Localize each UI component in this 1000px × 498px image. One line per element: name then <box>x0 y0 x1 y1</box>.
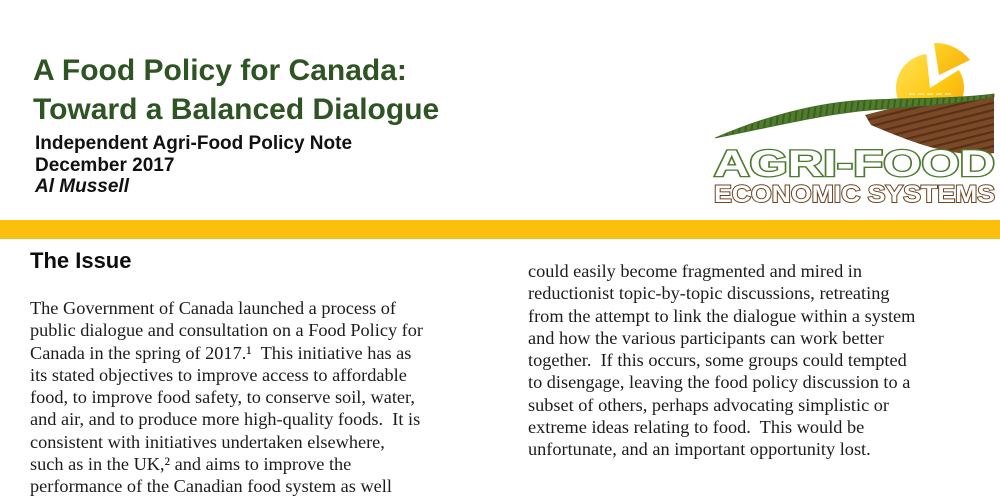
text-line: The Government of Canada launched a process of <box>30 298 396 318</box>
page-title <box>33 51 439 129</box>
article-column-right <box>528 260 990 461</box>
text-line: Canada in the spring of 2017.¹ This initiative has as <box>30 342 412 363</box>
title-line-2: Toward a Balanced Dialogue <box>33 93 440 126</box>
text-line: food, to improve food safety, to conserve soil, water, <box>30 387 415 408</box>
text-line: and air, and to produce more high-quality foods. It is <box>30 409 421 430</box>
text-line: consistent with initiatives undertaken elsewhere, <box>30 431 385 452</box>
text-line: extreme ideas relating to food. This would be <box>528 417 865 438</box>
text-line: together. If this occurs, some groups could tempted <box>528 350 907 371</box>
text-line: its stated objectives to improve access to affordable <box>30 364 407 385</box>
text-line: such as in the UK,² and aims to improve the <box>30 454 352 475</box>
text-line: could easily become fragmented and mired in <box>528 261 863 281</box>
title-line-1: A Food Policy for Canada: <box>33 54 407 87</box>
logo-wordmark-line-1: AGRI-FOOD <box>714 143 995 184</box>
text-line: from the attempt to link the dialogue within a system <box>528 305 916 326</box>
text-line: and how the various participants can work better <box>528 327 884 348</box>
divider-bar <box>0 220 1000 239</box>
section-heading: The Issue <box>30 248 132 273</box>
text-line: unfortunate, and an important opportunity lost. <box>528 439 871 460</box>
text-line: reductionist topic-by-topic discussions, retreating <box>528 283 890 304</box>
logo-wordmark-line-2: ECONOMIC SYSTEMS <box>714 181 995 208</box>
author-name: Al Mussell <box>35 176 129 197</box>
text-line: public dialogue and consultation on a Food Policy for <box>30 320 423 341</box>
subtitle-block <box>35 133 352 198</box>
text-line: to disengage, leaving the food policy discussion to a <box>528 372 911 393</box>
text-line: subset of others, perhaps advocating simplistic or <box>528 394 889 415</box>
agrifood-logo <box>703 37 996 207</box>
publication-date: December 2017 <box>35 154 175 176</box>
article-column-left <box>30 297 500 498</box>
text-line: performance of the Canadian food system as well <box>30 476 392 497</box>
publication-name: Independent Agri-Food Policy Note <box>35 133 353 154</box>
